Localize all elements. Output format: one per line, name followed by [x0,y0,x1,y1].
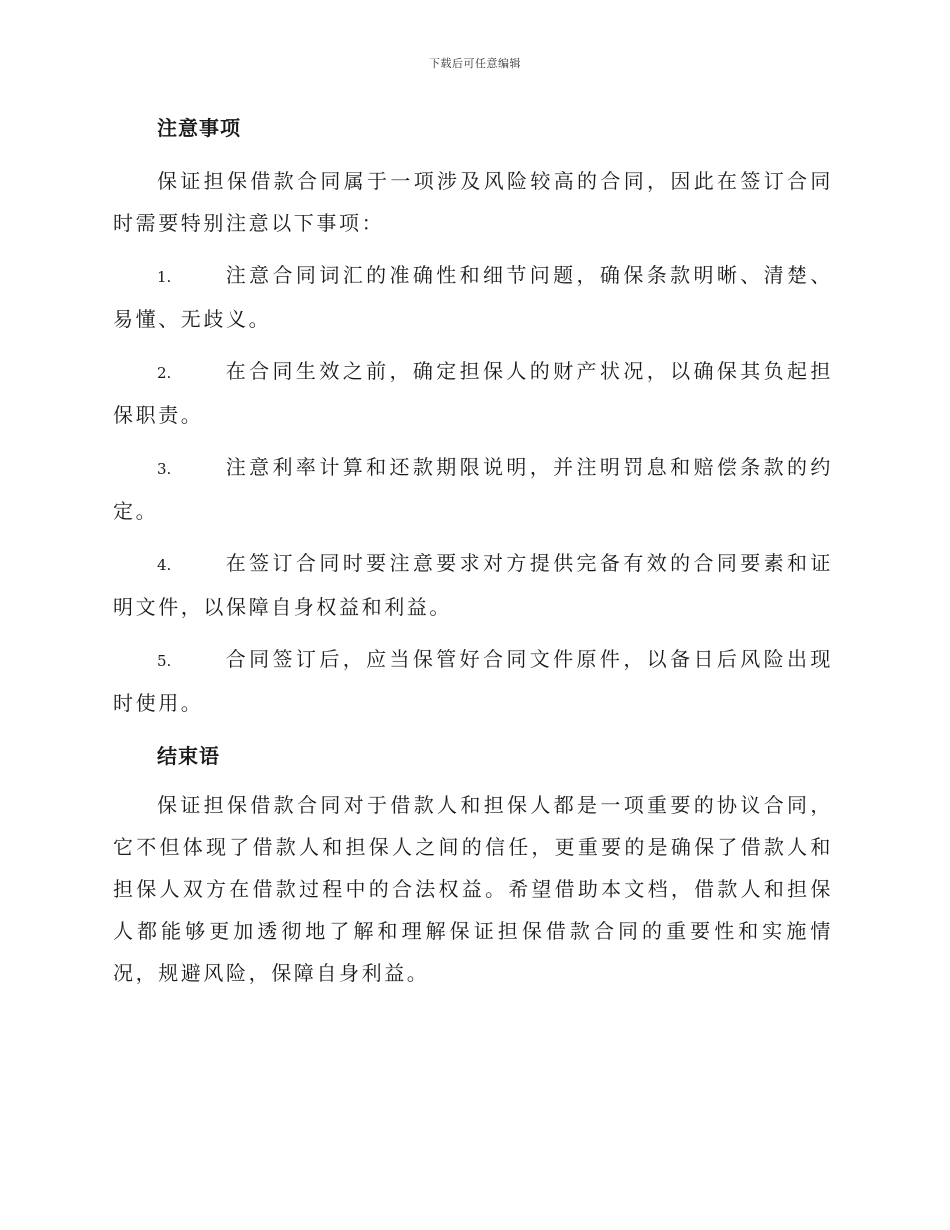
conclusion-body: 保证担保借款合同对于借款人和担保人都是一项重要的协议合同，它不但体现了借款人和担保人之间的信任，更重要的是确保了借款人和担保人双方在借款过程中的合法权益。希望借助本文档，借款人和担保人都能够更加透彻地了解和理解保证担保借款合同的重要性和实施情况，规避风险，保障自身利益。 [113,793,833,985]
item-text: 注意利率计算和还款期限说明，并注明罚息和赔偿条款的约定。 [113,455,833,523]
notice-heading: 注意事项 [157,116,241,140]
notice-intro: 保证担保借款合同属于一项涉及风险较高的合同，因此在签订合同时需要特别注意以下事项： [113,169,833,235]
item-number: 1. [157,268,172,286]
notice-item-4 [113,542,833,628]
item-text: 合同签订后，应当保管好合同文件原件，以备日后风险出现时使用。 [113,647,833,715]
item-number: 4. [157,556,172,574]
item-number: 2. [157,364,172,382]
document-content [113,108,833,994]
item-text: 注意合同词汇的准确性和细节问题，确保条款明晰、清楚、易懂、无歧义。 [113,263,833,331]
item-text: 在合同生效之前，确定担保人的财产状况，以确保其负起担保职责。 [113,359,833,427]
header-note: 下载后可任意编辑 [429,57,521,70]
notice-item-3 [113,446,833,532]
notice-item-1 [113,254,833,340]
conclusion-heading: 结束语 [157,744,220,768]
item-text: 在签订合同时要注意要求对方提供完备有效的合同要素和证明文件，以保障自身权益和利益。 [113,551,833,619]
item-number: 3. [157,460,172,478]
item-number: 5. [157,652,172,670]
notice-item-5 [113,638,833,724]
notice-item-2 [113,350,833,436]
